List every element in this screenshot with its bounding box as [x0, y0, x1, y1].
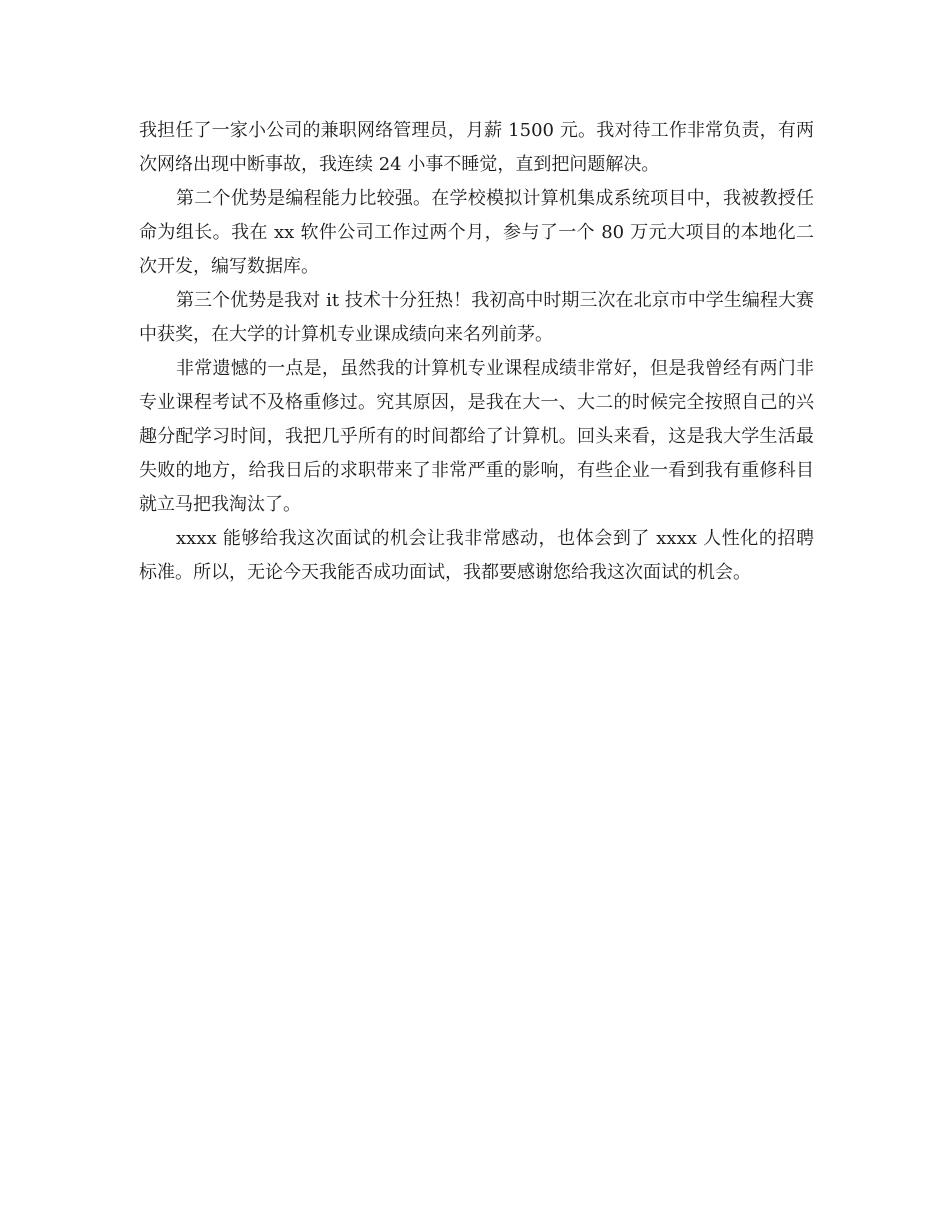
- document-body: [139, 114, 814, 590]
- paragraph-4: 非常遗憾的一点是，虽然我的计算机专业课程成绩非常好，但是我曾经有两门非专业课程考试不及格重修过。究其原因，是我在大一、大二的时候完全按照自己的兴趣分配学习时间，我把几乎所有的时间都给了计算机。回头来看，这是我大学生活最失败的地方，给我日后的求职带来了非常严重的影响，有些企业一看到我有重修科目就立马把我淘汰了。: [139, 358, 814, 515]
- paragraph-3: 第三个优势是我对 it 技术十分狂热！我初高中时期三次在北京市中学生编程大赛中获奖，在大学的计算机专业课成绩向来名列前茅。: [139, 290, 814, 345]
- paragraph-5: xxxx 能够给我这次面试的机会让我非常感动，也体会到了 xxxx 人性化的招聘标准。所以，无论今天我能否成功面试，我都要感谢您给我这次面试的机会。: [139, 528, 814, 583]
- paragraph-1: 我担任了一家小公司的兼职网络管理员，月薪 1500 元。我对待工作非常负责，有两次网络出现中断事故，我连续 24 小事不睡觉，直到把问题解决。: [139, 120, 814, 175]
- paragraph-2: 第二个优势是编程能力比较强。在学校模拟计算机集成系统项目中，我被教授任命为组长。我在 xx 软件公司工作过两个月，参与了一个 80 万元大项目的本地化二次开发，编写数据库。: [139, 188, 814, 277]
